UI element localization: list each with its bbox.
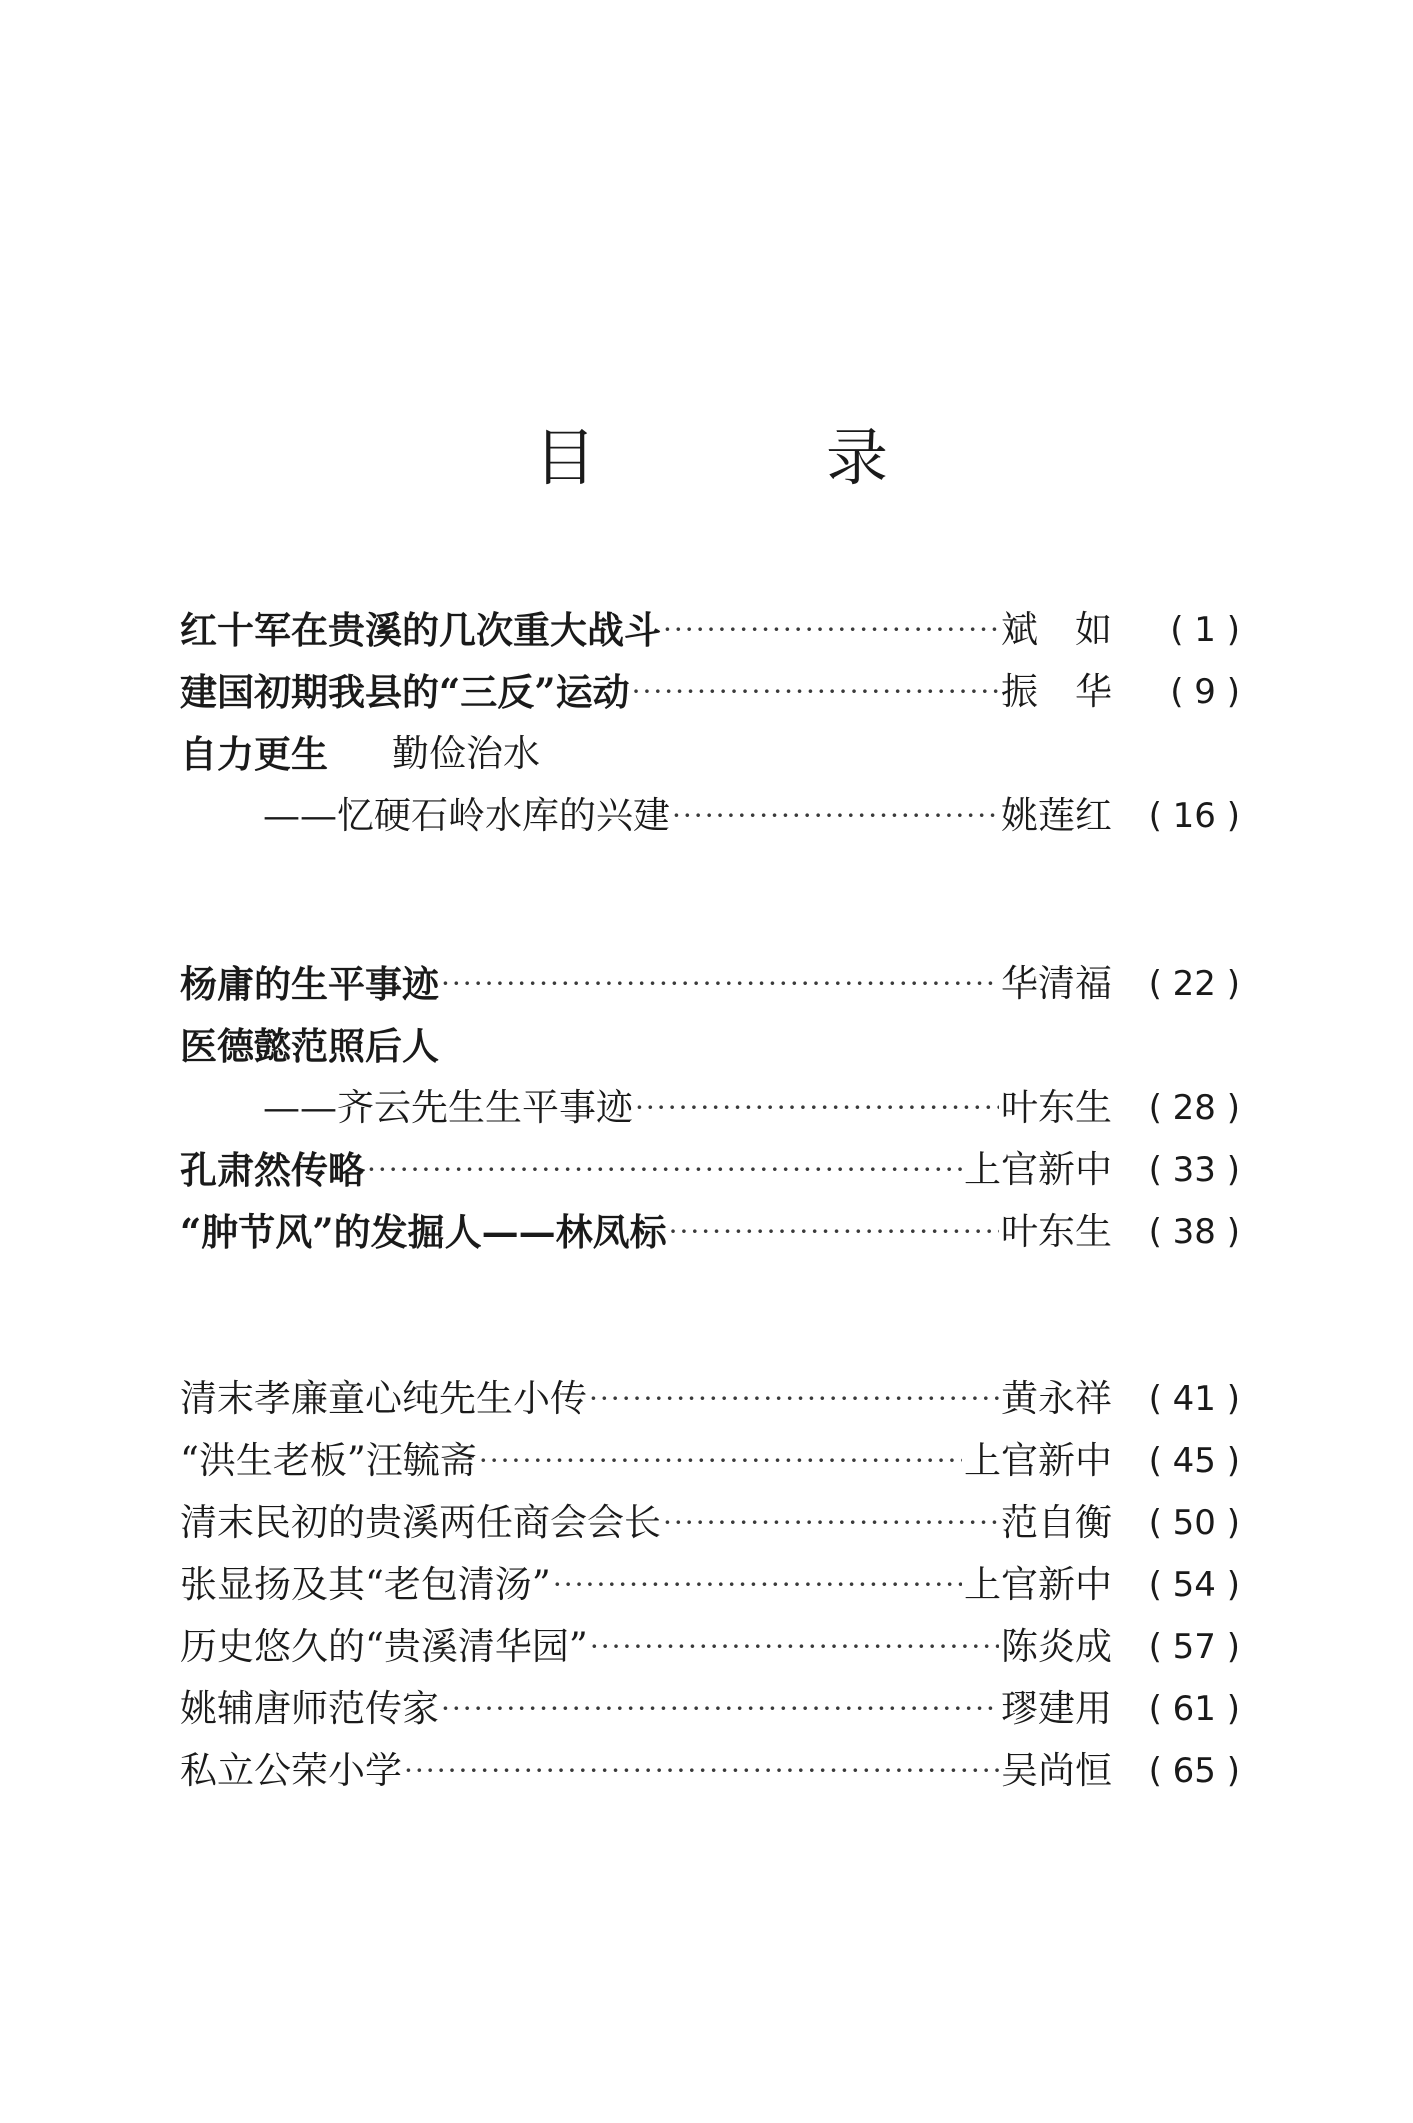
entry-author: 斌 如 <box>1001 608 1112 651</box>
entry-author: 上官新中 <box>964 1439 1112 1482</box>
entry-title: 历史悠久的“贵溪清华园” <box>180 1625 588 1668</box>
entry-page: ( 50 ) <box>1148 1503 1240 1543</box>
entry-page: ( 28 ) <box>1148 1088 1240 1128</box>
toc-entry <box>180 1206 1240 1258</box>
leader-dots <box>635 1082 999 1134</box>
entry-author: 陈炎成 <box>1001 1625 1112 1668</box>
toc-entry <box>180 1497 1240 1549</box>
leader-dots <box>632 666 999 718</box>
entry-page: ( 9 ) <box>1170 672 1240 712</box>
toc-entry <box>180 666 1240 718</box>
entry-title: 孔肃然传略 <box>180 1148 365 1192</box>
entry-title: 医德懿范照后人 <box>180 1024 439 1068</box>
entry-author: 叶东生 <box>1001 1086 1112 1129</box>
entry-page: ( 45 ) <box>1148 1441 1240 1481</box>
toc-entry-heading <box>180 1020 1240 1072</box>
toc-entry <box>180 1559 1240 1611</box>
entry-title: 张显扬及其“老包清汤” <box>180 1563 551 1606</box>
entry-page: ( 61 ) <box>1148 1689 1240 1729</box>
entry-author: 上官新中 <box>964 1148 1112 1191</box>
entry-author: 上官新中 <box>964 1563 1112 1606</box>
leader-dots <box>441 1683 999 1735</box>
entry-page: ( 16 ) <box>1148 796 1240 836</box>
entry-title: 清末孝廉童心纯先生小传 <box>180 1377 587 1420</box>
entry-page: ( 65 ) <box>1148 1751 1240 1791</box>
entry-page: ( 22 ) <box>1148 964 1240 1004</box>
entry-page: ( 41 ) <box>1148 1379 1240 1419</box>
leader-dots <box>479 1435 962 1487</box>
entry-title: ——齐云先生生平事迹 <box>263 1086 633 1129</box>
entry-page: ( 1 ) <box>1170 610 1240 650</box>
toc-entry <box>180 1745 1240 1797</box>
leader-dots <box>553 1559 962 1611</box>
entry-author: 黄永祥 <box>1001 1377 1112 1420</box>
entry-title-part-2: 勤俭治水 <box>392 732 540 775</box>
entry-page: ( 38 ) <box>1148 1212 1240 1252</box>
entry-page: ( 54 ) <box>1148 1565 1240 1605</box>
toc-entry <box>180 1373 1240 1425</box>
toc-entry <box>180 958 1240 1010</box>
entry-author: 华清福 <box>1001 962 1112 1005</box>
toc-entry-heading <box>180 728 1240 780</box>
leader-dots <box>663 604 999 656</box>
entry-title: ——忆硬石岭水库的兴建 <box>263 794 670 837</box>
entry-author: 叶东生 <box>1001 1210 1112 1253</box>
entry-title: “洪生老板”汪毓斋 <box>180 1439 477 1482</box>
entry-title: 自力更生 <box>180 732 328 776</box>
toc-entry <box>180 1144 1240 1196</box>
leader-dots <box>367 1144 962 1196</box>
entry-title: 杨庸的生平事迹 <box>180 962 439 1006</box>
leader-dots <box>590 1621 999 1673</box>
title-char-1: 目 <box>534 421 597 494</box>
toc-entry-subtitle <box>263 1082 1240 1134</box>
entry-author: 璆建用 <box>1001 1687 1112 1730</box>
entry-title: 清末民初的贵溪两任商会会长 <box>180 1501 661 1544</box>
leader-dots <box>589 1373 999 1425</box>
toc-entry <box>180 1621 1240 1673</box>
entry-title: 姚辅唐师范传家 <box>180 1687 439 1730</box>
entry-author: 振 华 <box>1001 670 1112 713</box>
toc-entry <box>180 1435 1240 1487</box>
entry-title: 红十军在贵溪的几次重大战斗 <box>180 608 661 652</box>
leader-dots <box>672 790 999 842</box>
leader-dots <box>441 958 999 1010</box>
entry-title: “肿节风”的发掘人——林凤标 <box>180 1210 667 1254</box>
title-char-2: 录 <box>826 421 889 494</box>
entry-page: ( 57 ) <box>1148 1627 1240 1667</box>
entry-author: 范自衡 <box>1001 1501 1112 1544</box>
toc-entry <box>180 604 1240 656</box>
entry-page: ( 33 ) <box>1148 1150 1240 1190</box>
leader-dots <box>669 1206 999 1258</box>
leader-dots <box>404 1745 999 1797</box>
toc-entry <box>180 1683 1240 1735</box>
entry-title: 建国初期我县的“三反”运动 <box>180 670 630 714</box>
entry-author: 姚莲红 <box>1001 794 1112 837</box>
toc-entry-subtitle <box>263 790 1240 842</box>
entry-author: 吴尚恒 <box>1001 1749 1112 1792</box>
leader-dots <box>663 1497 999 1549</box>
entry-title: 私立公荣小学 <box>180 1749 402 1792</box>
